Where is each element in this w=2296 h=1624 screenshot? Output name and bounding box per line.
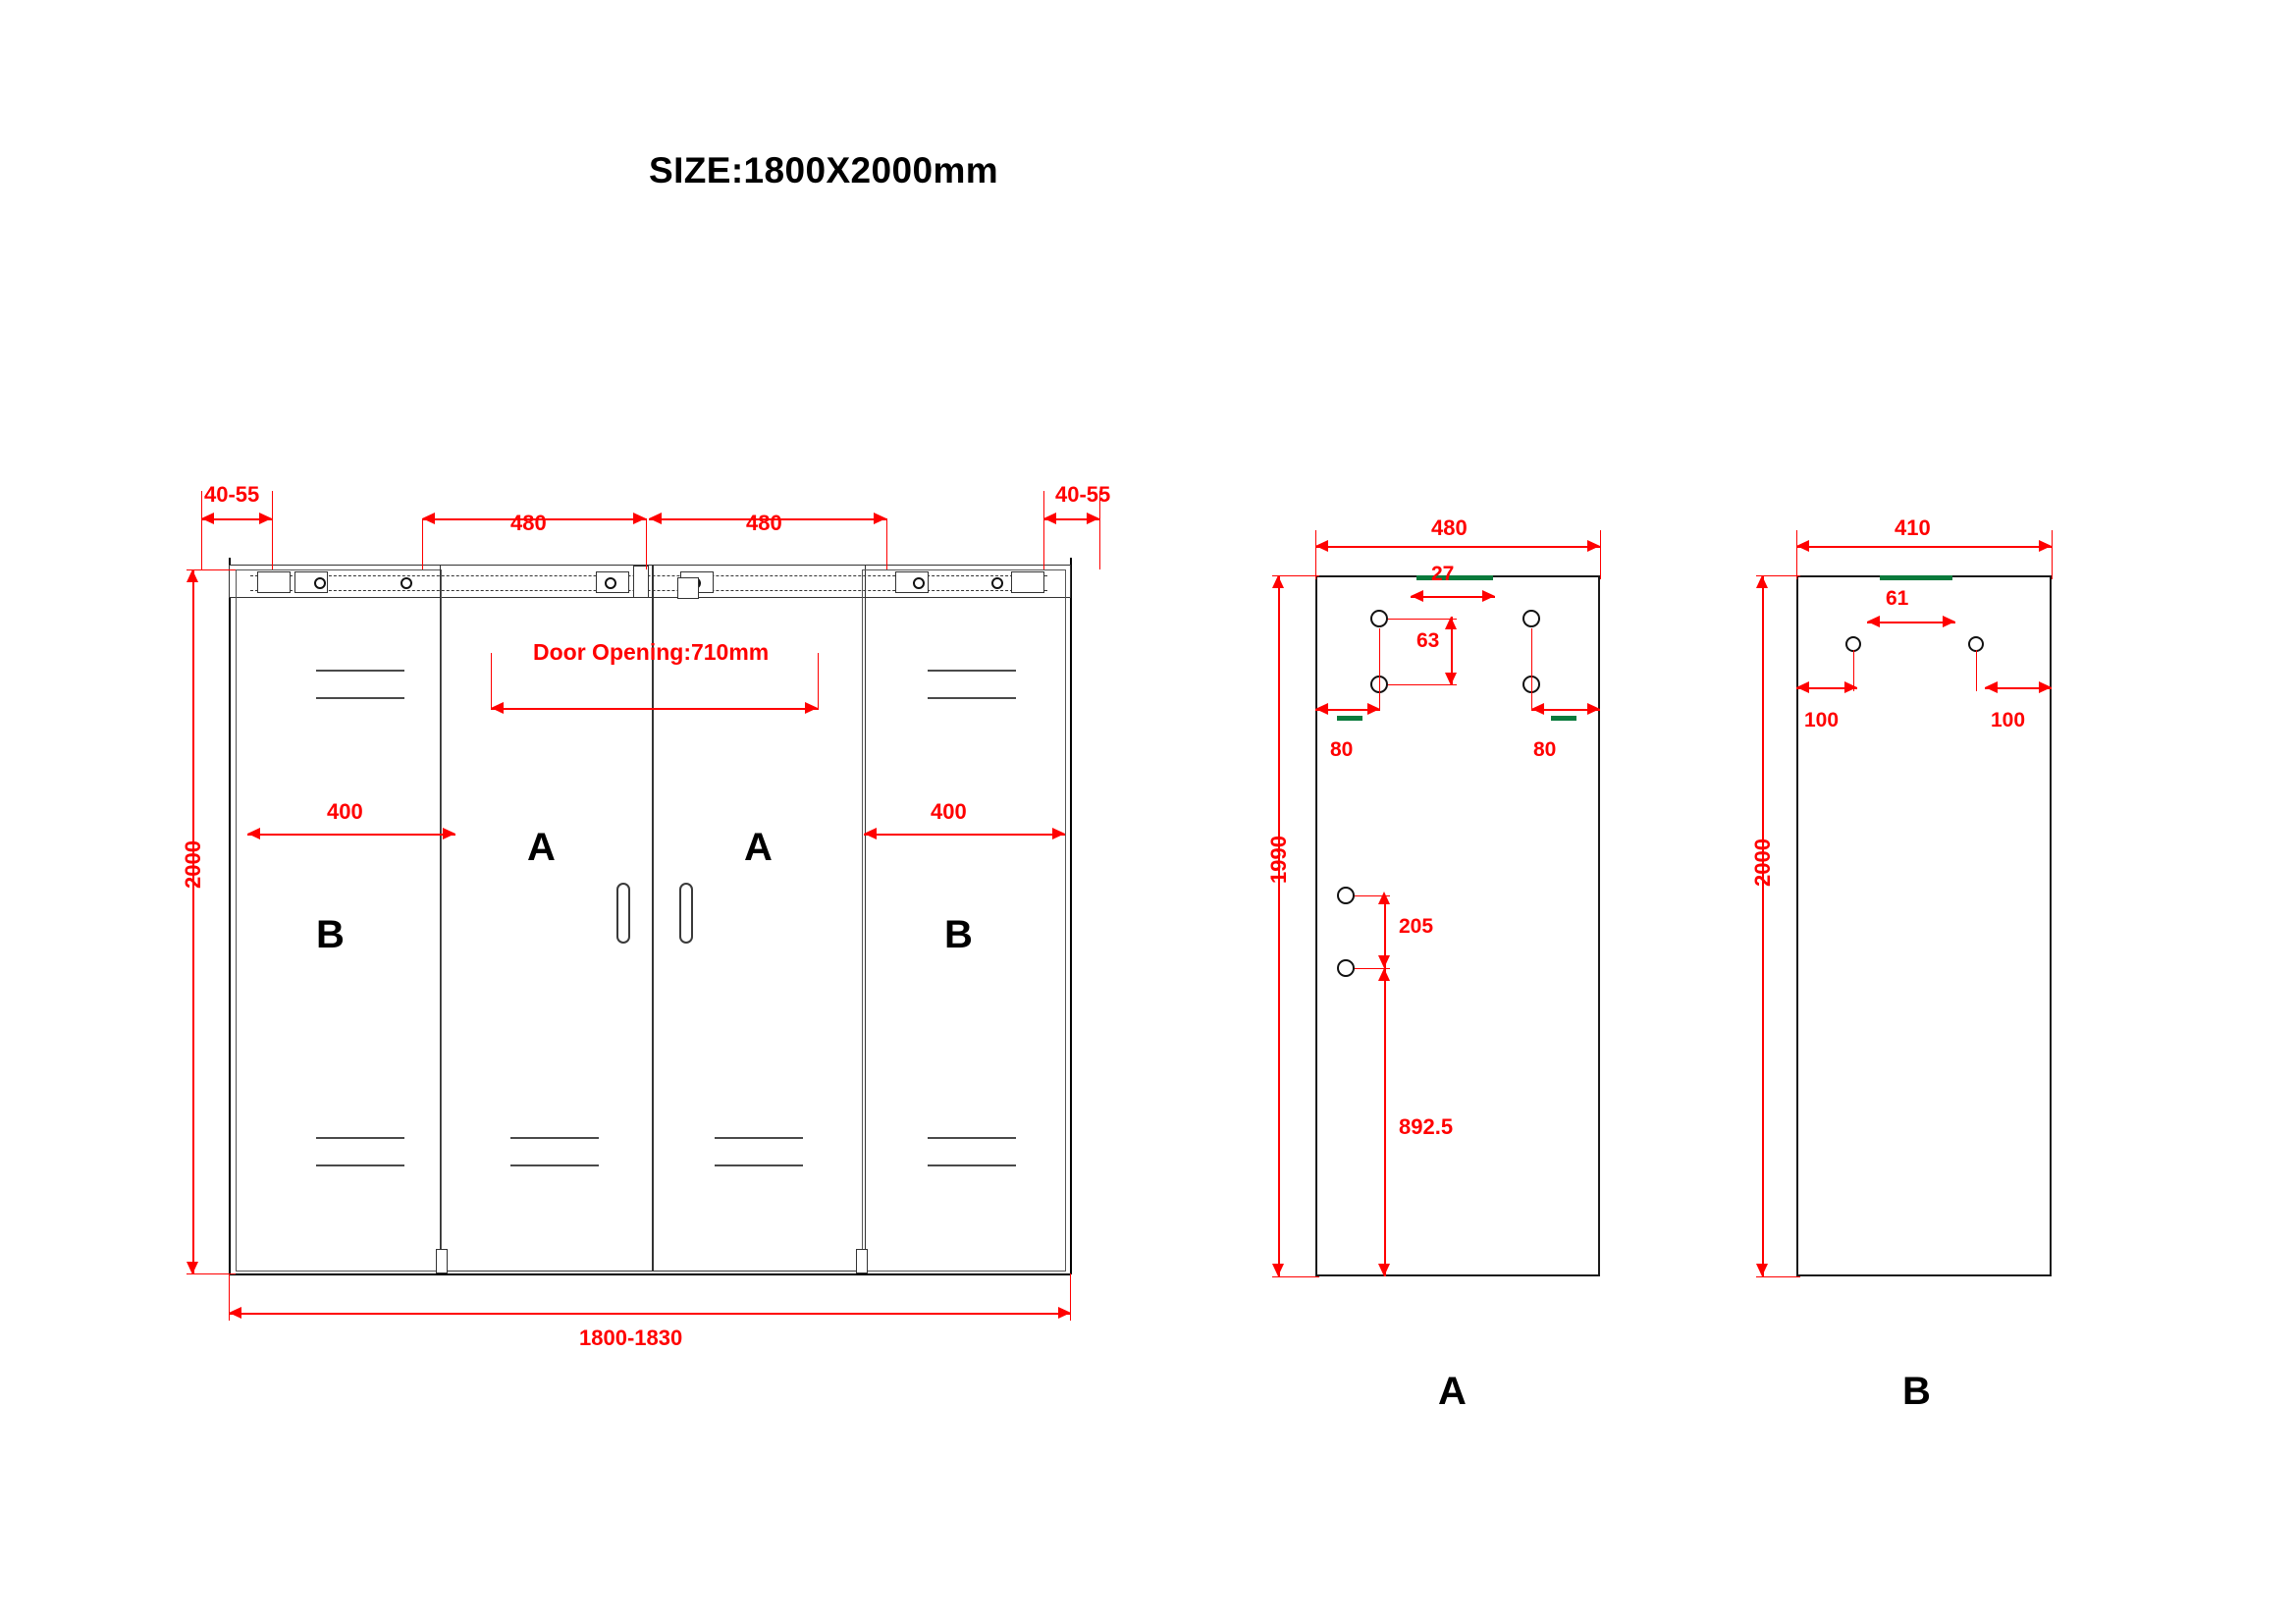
dim-detail-a-width: 480 <box>1431 515 1468 540</box>
ext-line <box>1272 575 1319 576</box>
arrow <box>1052 828 1065 839</box>
ext-line <box>646 518 647 569</box>
etch-line <box>715 1164 803 1166</box>
bottom-guide-left <box>436 1249 448 1273</box>
arrow <box>1378 955 1390 968</box>
enclosure-left-jamb <box>229 558 231 1274</box>
detail-a-handle-hole-top <box>1337 887 1355 904</box>
dim-door-right-width: 480 <box>746 511 782 535</box>
ext-line <box>1976 650 1977 691</box>
etch-line <box>928 1164 1016 1166</box>
ext-line <box>1756 575 1800 576</box>
arrow <box>1796 540 1809 552</box>
arrow <box>187 569 198 582</box>
arrow <box>1756 1264 1768 1276</box>
etch-line <box>928 697 1016 699</box>
ext-line <box>818 653 819 710</box>
ext-line <box>1355 895 1390 896</box>
arrow <box>1087 513 1099 524</box>
arrow <box>1531 703 1544 715</box>
arrow <box>805 702 818 714</box>
dim-detail-a-hole-spacing: 63 <box>1416 629 1440 652</box>
dim-line-detail-a-width <box>1315 546 1600 548</box>
door-opening-note: Door Opening:710mm <box>533 639 770 665</box>
ext-line <box>422 518 423 569</box>
arrow <box>491 702 504 714</box>
arrow <box>864 828 877 839</box>
etch-line <box>928 670 1016 672</box>
dim-door-left-width: 480 <box>510 511 547 535</box>
detail-a-hole-top-right <box>1522 610 1540 627</box>
ext-line <box>1388 684 1457 685</box>
arrow <box>1411 590 1423 602</box>
panel-label-fixed-right: B <box>944 913 973 956</box>
etch-line <box>928 1137 1016 1139</box>
ext-line <box>886 518 887 569</box>
detail-a-seal-right <box>1551 716 1576 721</box>
dim-fixed-right-width: 400 <box>931 799 967 824</box>
ext-line <box>1379 628 1380 711</box>
ext-line <box>1756 1276 1800 1277</box>
detail-b-caption: B <box>1902 1370 1931 1413</box>
detail-a-panel <box>1315 575 1600 1276</box>
dim-detail-b-width: 410 <box>1895 515 1931 540</box>
arrow <box>1378 892 1390 904</box>
ext-line <box>1388 619 1457 620</box>
door-handle-right[interactable] <box>679 883 693 944</box>
dim-line-fixed-left-width <box>247 834 455 836</box>
ext-line <box>1070 1273 1071 1321</box>
dim-left-gap: 40-55 <box>204 482 260 507</box>
dim-right-gap: 40-55 <box>1055 482 1111 507</box>
etch-line <box>715 1137 803 1139</box>
arrow <box>1587 540 1600 552</box>
arrow <box>1482 590 1495 602</box>
detail-b-top-seal <box>1880 575 1952 580</box>
arrow <box>1943 616 1955 627</box>
detail-a-hole-top-left <box>1370 610 1388 627</box>
page-title: SIZE:1800X2000mm <box>649 150 999 190</box>
arrow <box>1272 1264 1284 1276</box>
dim-line-fixed-right-width <box>864 834 1065 836</box>
ext-line <box>1600 530 1601 579</box>
dim-detail-b-center-offset: 61 <box>1886 587 1909 610</box>
dim-line-door-opening <box>491 708 818 710</box>
arrow <box>1378 1264 1390 1276</box>
arrow <box>259 513 272 524</box>
arrow <box>422 513 435 524</box>
arrow <box>1985 681 1998 693</box>
detail-a-seal-left <box>1337 716 1362 721</box>
dim-detail-a-right-edge: 80 <box>1533 738 1557 761</box>
ext-line <box>201 491 202 569</box>
ext-line <box>491 653 492 710</box>
dim-detail-a-top-gap: 27 <box>1431 563 1455 585</box>
dim-detail-a-height: 1990 <box>1266 836 1291 884</box>
detail-b-panel <box>1796 575 2052 1276</box>
arrow <box>1272 575 1284 588</box>
ext-line <box>187 569 236 570</box>
panel-label-fixed-left: B <box>316 913 345 956</box>
dim-detail-b-right-edge: 100 <box>1991 709 2026 731</box>
detail-a-caption: A <box>1438 1370 1467 1413</box>
ext-line <box>229 1273 230 1321</box>
ext-line <box>2052 530 2053 579</box>
arrow <box>1796 681 1809 693</box>
enclosure-right-jamb <box>1070 558 1072 1274</box>
arrow <box>443 828 455 839</box>
arrow <box>633 513 646 524</box>
ext-line <box>1272 1276 1319 1277</box>
arrow <box>649 513 662 524</box>
dim-detail-a-handle-height: 892.5 <box>1399 1114 1454 1139</box>
arrow <box>201 513 214 524</box>
dim-overall-width: 1800-1830 <box>579 1326 683 1350</box>
arrow <box>247 828 260 839</box>
panel-label-door-left: A <box>527 826 556 869</box>
arrow <box>229 1307 241 1319</box>
etch-line <box>316 1164 404 1166</box>
bottom-track <box>229 1273 1071 1275</box>
ext-line <box>1043 491 1044 569</box>
dim-fixed-left-width: 400 <box>327 799 363 824</box>
arrow <box>874 513 886 524</box>
etch-line <box>316 1137 404 1139</box>
dim-line-detail-b-height <box>1762 575 1764 1276</box>
detail-a-handle-hole-bottom <box>1337 959 1355 977</box>
dim-line-overall-width <box>229 1313 1071 1315</box>
arrow <box>1587 703 1600 715</box>
arrow <box>1867 616 1880 627</box>
detail-a-top-seal <box>1416 575 1493 580</box>
ext-line <box>1315 530 1316 579</box>
dim-line-detail-b-width <box>1796 546 2052 548</box>
ext-line <box>1531 628 1532 711</box>
arrow <box>1043 513 1056 524</box>
ext-line <box>272 491 273 569</box>
dim-line-detail-a-height <box>1278 575 1280 1276</box>
ext-line <box>1796 530 1797 579</box>
dim-detail-a-left-edge: 80 <box>1330 738 1354 761</box>
arrow <box>1756 575 1768 588</box>
dim-detail-b-height: 2000 <box>1750 839 1775 887</box>
arrow <box>1378 968 1390 981</box>
dim-overall-height: 2000 <box>181 840 205 889</box>
dim-detail-b-left-edge: 100 <box>1804 709 1840 731</box>
etch-line <box>316 670 404 672</box>
dim-line-detail-a-handle-height <box>1384 968 1386 1276</box>
dim-line-height <box>192 569 194 1274</box>
etch-line <box>316 697 404 699</box>
arrow <box>1315 703 1328 715</box>
etch-line <box>510 1137 599 1139</box>
dim-detail-a-handle-gap: 205 <box>1399 915 1434 938</box>
ext-line <box>1853 650 1854 691</box>
arrow <box>1315 540 1328 552</box>
panel-label-door-right: A <box>744 826 773 869</box>
door-handle-left[interactable] <box>616 883 630 944</box>
arrow <box>2039 540 2052 552</box>
etch-line <box>510 1164 599 1166</box>
arrow <box>1844 681 1857 693</box>
bottom-guide-right <box>856 1249 868 1273</box>
arrow <box>2039 681 2052 693</box>
